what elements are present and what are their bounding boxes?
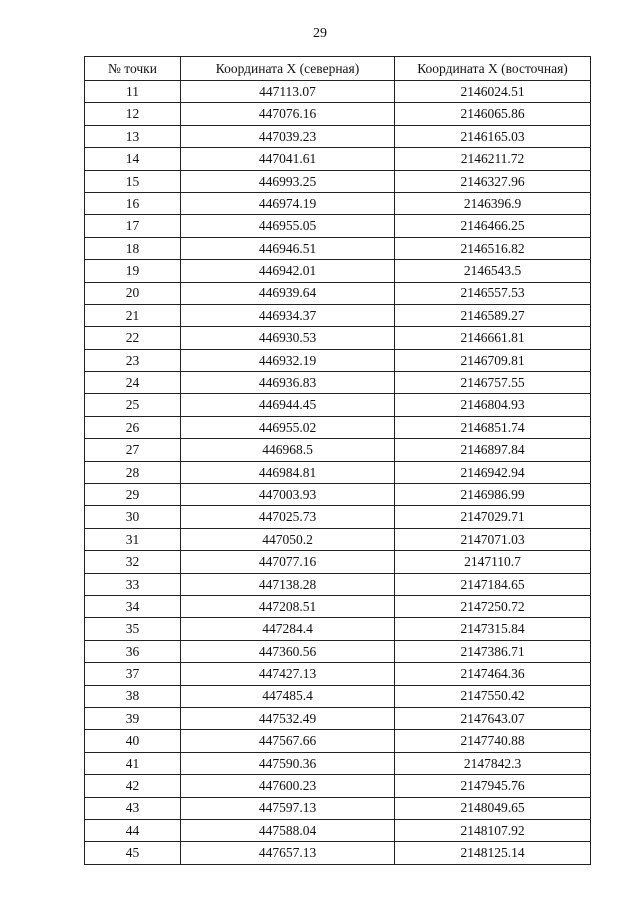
point-number-cell: 37 [85,663,181,685]
table-row [85,819,591,841]
table-row [85,103,591,125]
table-row [85,81,591,103]
table-row [85,730,591,752]
coordinate-north-cell: 447003.93 [181,484,395,506]
table-row [85,573,591,595]
table-row [85,618,591,640]
point-number-cell: 31 [85,528,181,550]
point-number-cell: 29 [85,484,181,506]
point-number-cell: 28 [85,461,181,483]
coordinate-north-cell: 446993.25 [181,170,395,192]
point-number-cell: 24 [85,372,181,394]
point-number-cell: 35 [85,618,181,640]
coordinate-east-cell: 2146661.81 [395,327,591,349]
table-row [85,394,591,416]
table-row [85,170,591,192]
point-number-cell: 30 [85,506,181,528]
point-number-cell: 38 [85,685,181,707]
point-number-cell: 23 [85,349,181,371]
coordinate-east-cell: 2146942.94 [395,461,591,483]
coordinate-east-cell: 2147315.84 [395,618,591,640]
coordinate-east-cell: 2146851.74 [395,416,591,438]
point-number-cell: 41 [85,752,181,774]
coordinate-east-cell: 2148125.14 [395,842,591,864]
point-number-cell: 40 [85,730,181,752]
coordinate-north-cell: 446944.45 [181,394,395,416]
table-row [85,304,591,326]
coordinate-east-cell: 2148049.65 [395,797,591,819]
coordinate-east-cell: 2146543.5 [395,260,591,282]
table-header [85,57,591,81]
table-row [85,461,591,483]
page-number: 29 [313,26,327,41]
coordinate-east-cell: 2146327.96 [395,170,591,192]
header-point-number: № точки [85,57,181,81]
table-row [85,506,591,528]
point-number-cell: 33 [85,573,181,595]
coordinate-east-cell: 2146804.93 [395,394,591,416]
coordinate-east-cell: 2147550.42 [395,685,591,707]
coordinate-east-cell: 2146396.9 [395,192,591,214]
coordinate-north-cell: 447208.51 [181,595,395,617]
header-row [85,57,591,81]
coordinate-north-cell: 447113.07 [181,81,395,103]
coordinate-east-cell: 2147250.72 [395,595,591,617]
coordinate-north-cell: 446974.19 [181,192,395,214]
point-number-cell: 13 [85,125,181,147]
point-number-cell: 19 [85,260,181,282]
table-row [85,372,591,394]
coordinate-north-cell: 447485.4 [181,685,395,707]
point-number-cell: 12 [85,103,181,125]
coordinate-north-cell: 447076.16 [181,103,395,125]
coordinate-north-cell: 447597.13 [181,797,395,819]
point-number-cell: 26 [85,416,181,438]
point-number-cell: 36 [85,640,181,662]
table-row [85,752,591,774]
coordinate-east-cell: 2147740.88 [395,730,591,752]
coordinate-east-cell: 2146065.86 [395,103,591,125]
coordinate-east-cell: 2146757.55 [395,372,591,394]
coordinate-north-cell: 447039.23 [181,125,395,147]
coordinate-north-cell: 446955.05 [181,215,395,237]
table-row [85,327,591,349]
coordinate-north-cell: 447050.2 [181,528,395,550]
table-row [85,595,591,617]
point-number-cell: 16 [85,192,181,214]
table-row [85,663,591,685]
coordinate-east-cell: 2147386.71 [395,640,591,662]
coordinate-north-cell: 446934.37 [181,304,395,326]
coordinate-east-cell: 2146024.51 [395,81,591,103]
table-row [85,551,591,573]
point-number-cell: 32 [85,551,181,573]
header-coordinate-north: Координата X (северная) [181,57,395,81]
point-number-cell: 42 [85,775,181,797]
coordinate-north-cell: 447600.23 [181,775,395,797]
coordinate-east-cell: 2146589.27 [395,304,591,326]
coordinate-north-cell: 446936.83 [181,372,395,394]
coordinate-north-cell: 446984.81 [181,461,395,483]
point-number-cell: 14 [85,148,181,170]
table-row [85,148,591,170]
coordinate-east-cell: 2147464.36 [395,663,591,685]
point-number-cell: 21 [85,304,181,326]
coordinate-east-cell: 2147029.71 [395,506,591,528]
coordinate-east-cell: 2147071.03 [395,528,591,550]
coordinate-north-cell: 447360.56 [181,640,395,662]
table-row [85,640,591,662]
coordinate-north-cell: 447588.04 [181,819,395,841]
table-row [85,707,591,729]
table-row [85,237,591,259]
point-number-cell: 34 [85,595,181,617]
coordinate-north-cell: 447077.16 [181,551,395,573]
table-row [85,416,591,438]
header-coordinate-east: Координата X (восточная) [395,57,591,81]
coordinate-east-cell: 2146897.84 [395,439,591,461]
coordinate-north-cell: 446932.19 [181,349,395,371]
point-number-cell: 20 [85,282,181,304]
table-row [85,685,591,707]
table-row [85,260,591,282]
coordinate-north-cell: 447138.28 [181,573,395,595]
coordinate-north-cell: 447427.13 [181,663,395,685]
coordinate-north-cell: 446930.53 [181,327,395,349]
table-row [85,775,591,797]
coordinate-east-cell: 2147110.7 [395,551,591,573]
table-row [85,192,591,214]
coordinate-east-cell: 2147184.65 [395,573,591,595]
point-number-cell: 44 [85,819,181,841]
table-row [85,125,591,147]
table-row [85,484,591,506]
table-row [85,215,591,237]
coordinate-north-cell: 447532.49 [181,707,395,729]
coordinate-north-cell: 447284.4 [181,618,395,640]
table-row [85,797,591,819]
coordinate-east-cell: 2146211.72 [395,148,591,170]
point-number-cell: 43 [85,797,181,819]
coordinate-north-cell: 447025.73 [181,506,395,528]
coordinate-north-cell: 446946.51 [181,237,395,259]
coordinate-east-cell: 2146986.99 [395,484,591,506]
coordinate-east-cell: 2147842.3 [395,752,591,774]
coordinate-north-cell: 447567.66 [181,730,395,752]
coordinate-north-cell: 446955.02 [181,416,395,438]
point-number-cell: 25 [85,394,181,416]
point-number-cell: 17 [85,215,181,237]
point-number-cell: 22 [85,327,181,349]
coordinate-east-cell: 2147945.76 [395,775,591,797]
point-number-cell: 45 [85,842,181,864]
coordinates-table [84,56,591,865]
coordinate-east-cell: 2146516.82 [395,237,591,259]
coordinate-north-cell: 446968.5 [181,439,395,461]
table-row [85,282,591,304]
coordinate-east-cell: 2146557.53 [395,282,591,304]
coordinate-north-cell: 447590.36 [181,752,395,774]
coordinate-north-cell: 446939.64 [181,282,395,304]
point-number-cell: 18 [85,237,181,259]
coordinate-north-cell: 447041.61 [181,148,395,170]
coordinate-north-cell: 446942.01 [181,260,395,282]
coordinate-east-cell: 2148107.92 [395,819,591,841]
coordinate-east-cell: 2146709.81 [395,349,591,371]
coordinate-east-cell: 2146466.25 [395,215,591,237]
table-body [85,81,591,865]
coordinate-north-cell: 447657.13 [181,842,395,864]
coordinate-east-cell: 2146165.03 [395,125,591,147]
table-row [85,528,591,550]
table-row [85,439,591,461]
table-row [85,842,591,864]
table-row [85,349,591,371]
point-number-cell: 11 [85,81,181,103]
coordinate-east-cell: 2147643.07 [395,707,591,729]
point-number-cell: 15 [85,170,181,192]
point-number-cell: 39 [85,707,181,729]
point-number-cell: 27 [85,439,181,461]
